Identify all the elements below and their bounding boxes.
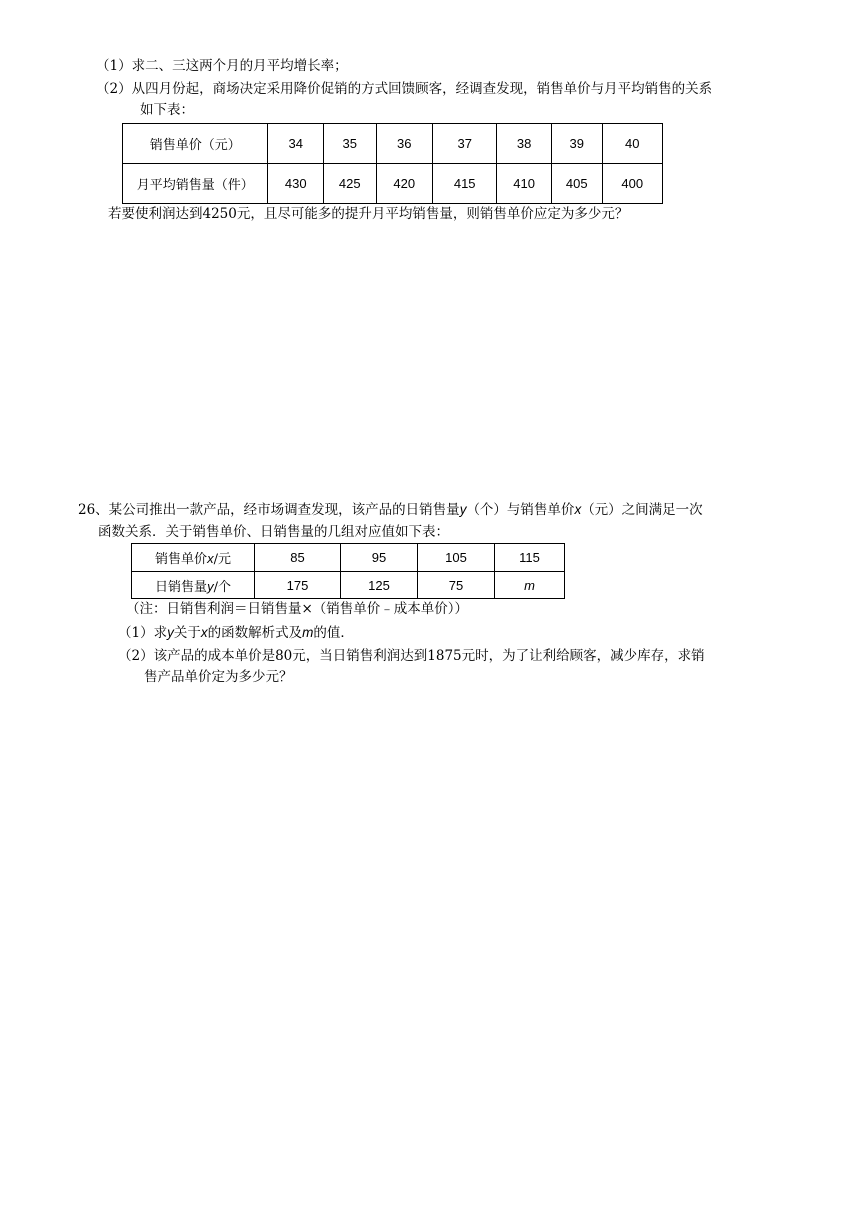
table-cell: 400 [602, 164, 663, 204]
variable-x: x [200, 625, 208, 640]
table-cell: 425 [323, 164, 376, 204]
q25-price-sales-table [122, 123, 663, 204]
table-cell: 125 [341, 572, 418, 599]
table-header-cell: 销售单价（元） [123, 124, 268, 164]
table-cell: 37 [433, 124, 497, 164]
table-cell: 75 [418, 572, 495, 599]
q26-text: 关于 [173, 625, 201, 641]
variable-y: y [167, 625, 174, 640]
q26-line2: 函数关系．关于销售单价、日销售量的几组对应值如下表： [98, 524, 449, 540]
table-cell: 36 [376, 124, 433, 164]
q26-price-sales-table [131, 543, 565, 599]
table-cell: 430 [268, 164, 324, 204]
q26-text: （个）与销售单价 [466, 502, 575, 518]
q26-line1 [78, 500, 703, 520]
q26-text: （1）求 [118, 625, 168, 641]
table-row [132, 572, 565, 599]
table-header-cell: 月平均销售量（件） [123, 164, 268, 204]
table-cell: 115 [495, 544, 565, 572]
q26-text: 26、某公司推出一款产品，经市场调查发现，该产品的日销售量 [78, 502, 460, 518]
variable-x: x [574, 502, 582, 517]
table-cell: 410 [497, 164, 552, 204]
table-cell: 420 [376, 164, 433, 204]
table-row [123, 124, 663, 164]
table-cell: 85 [255, 544, 341, 572]
q25-question: 若要使利润达到4250元，且尽可能多的提升月平均销售量，则销售单价应定为多少元？ [108, 206, 629, 222]
variable-m: m [302, 625, 314, 640]
table-cell: 405 [551, 164, 602, 204]
table-cell: 415 [433, 164, 497, 204]
table-row [123, 164, 663, 204]
q25-part2-line2: 如下表： [140, 102, 194, 118]
table-cell: 40 [602, 124, 663, 164]
q26-part2-line1: （2）该产品的成本单价是80元，当日销售利润达到1875元时，为了让利给顾客，减少库存，求销 [118, 648, 705, 664]
q25-part1: （1）求二、三这两个月的月平均增长率； [96, 58, 348, 74]
table-cell: 34 [268, 124, 324, 164]
table-cell: 105 [418, 544, 495, 572]
table-cell: 38 [497, 124, 552, 164]
table-cell: 175 [255, 572, 341, 599]
q26-part1 [118, 623, 354, 643]
q26-part2-line2: 售产品单价定为多少元？ [144, 669, 293, 685]
table-row [132, 544, 565, 572]
table-cell: 39 [551, 124, 602, 164]
q26-text: 的值． [313, 625, 354, 641]
table-cell: 95 [341, 544, 418, 572]
variable-y: y [459, 502, 467, 517]
table-header-cell: 销售单价x/元 [132, 544, 255, 572]
table-header-cell: 日销售量y/个 [132, 572, 255, 599]
table-cell: 35 [323, 124, 376, 164]
q26-note: （注：日销售利润＝日销售量×（销售单价﹣成本单价）） [126, 601, 469, 617]
table-cell [495, 572, 565, 599]
q26-text: （元）之间满足一次 [581, 502, 703, 518]
q26-text: 的函数解析式及 [207, 625, 303, 641]
q25-part2-line1: （2）从四月份起，商场决定采用降价促销的方式回馈顾客，经调查发现，销售单价与月平均销售的关系 [96, 81, 713, 97]
variable-m: m [524, 577, 535, 593]
